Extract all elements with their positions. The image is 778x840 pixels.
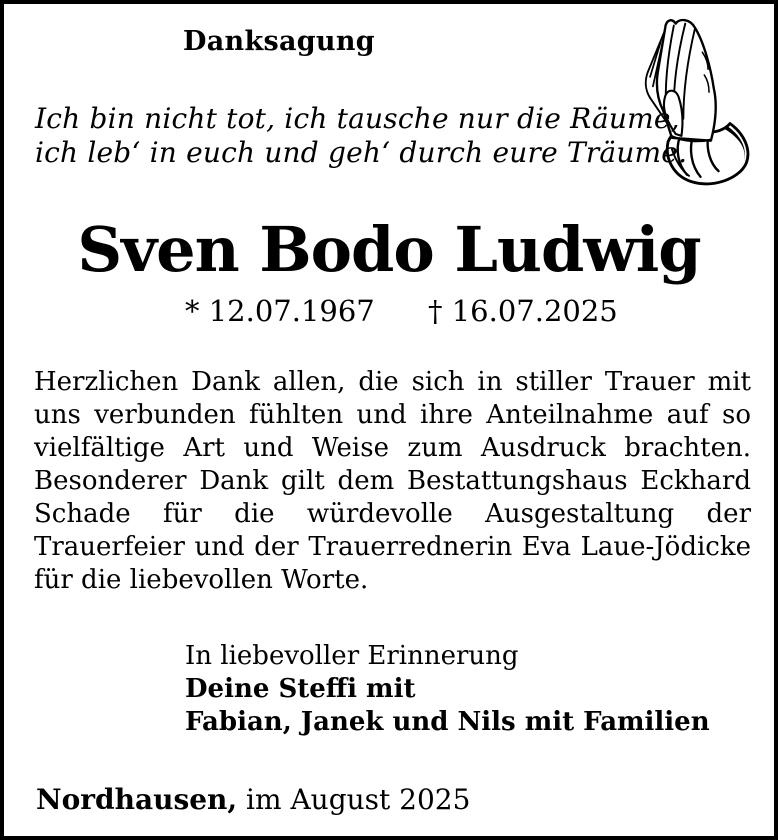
footer-city: Nordhausen, bbox=[36, 783, 238, 816]
signature-family: Fabian, Janek und Nils mit Familien bbox=[185, 707, 710, 737]
signature-intro: In liebevoller Erinnerung bbox=[185, 641, 519, 671]
place-date-line bbox=[36, 783, 470, 817]
footer-date: im August 2025 bbox=[237, 783, 471, 816]
thanks-paragraph bbox=[34, 366, 751, 597]
paragraph-line: Besonderer Dank gilt dem Bestattungshaus Eckhard bbox=[34, 466, 751, 496]
signature-block bbox=[185, 640, 710, 739]
death-date: † 16.07.2025 bbox=[428, 294, 618, 328]
life-dates bbox=[4, 292, 774, 332]
deceased-name: Sven Bodo Ludwig bbox=[77, 213, 701, 286]
paragraph-line: Schade für die würdevolle Ausgestaltung der bbox=[34, 499, 751, 529]
signature-mourner: Deine Steffi mit bbox=[185, 674, 416, 704]
memorial-quote bbox=[35, 102, 687, 170]
quote-line-2: ich leb‘ in euch und geh‘ durch eure Träume. bbox=[35, 136, 688, 169]
paragraph-line: vielfältige Art und Weise zum Ausdruck brachten. bbox=[34, 433, 751, 463]
paragraph-line: Trauerfeier und der Trauerrednerin Eva Laue-Jödicke bbox=[34, 532, 751, 562]
notice-title: Danksagung bbox=[183, 26, 375, 57]
paragraph-line: für die liebevollen Worte. bbox=[34, 565, 369, 595]
birth-date: * 12.07.1967 bbox=[185, 294, 375, 328]
paragraph-line: uns verbunden fühlten und ihre Anteilnahme auf so bbox=[34, 400, 751, 430]
quote-line-1: Ich bin nicht tot, ich tausche nur die Räume, bbox=[35, 102, 680, 135]
paragraph-line: Herzlichen Dank allen, die sich in stiller Trauer mit bbox=[34, 367, 751, 397]
